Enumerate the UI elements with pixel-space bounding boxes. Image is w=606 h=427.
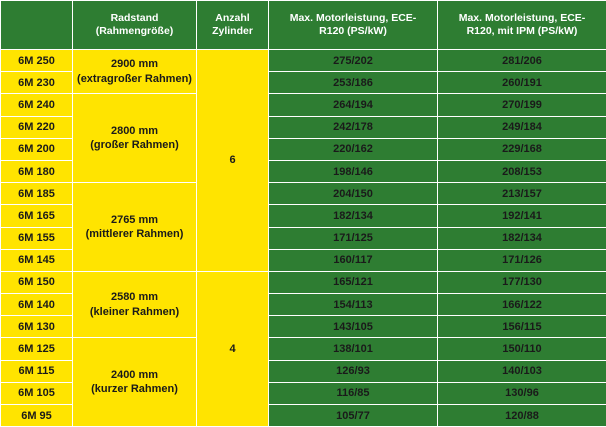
header-max-power-line1: Max. Motorleistung, ECE- <box>272 12 434 25</box>
power-cell: 171/125 <box>269 227 438 249</box>
power-ipm-cell: 166/122 <box>438 294 606 316</box>
power-ipm-cell: 140/103 <box>438 360 606 382</box>
model-cell: 6M 220 <box>1 116 73 138</box>
model-cell: 6M 185 <box>1 183 73 205</box>
power-ipm-cell: 156/115 <box>438 316 606 338</box>
power-cell: 275/202 <box>269 50 438 72</box>
wheelbase-group-cell <box>73 50 197 94</box>
table-row <box>1 183 606 205</box>
header-wheelbase-line2: (Rahmengröße) <box>76 25 193 38</box>
header-max-power <box>269 1 438 50</box>
power-ipm-cell: 208/153 <box>438 160 606 182</box>
model-cell: 6M 125 <box>1 338 73 360</box>
power-ipm-cell: 229/168 <box>438 138 606 160</box>
table-row <box>1 271 606 293</box>
power-cell: 138/101 <box>269 338 438 360</box>
wheelbase-frame-label: (extragroßer Rahmen) <box>73 72 196 86</box>
power-cell: 154/113 <box>269 294 438 316</box>
model-cell: 6M 95 <box>1 405 73 427</box>
power-cell: 160/117 <box>269 249 438 271</box>
power-cell: 204/150 <box>269 183 438 205</box>
power-cell: 242/178 <box>269 116 438 138</box>
wheelbase-group-cell <box>73 94 197 183</box>
power-cell: 116/85 <box>269 382 438 404</box>
table-header-row <box>1 1 606 50</box>
power-cell: 264/194 <box>269 94 438 116</box>
wheelbase-value: 2580 mm <box>73 290 196 304</box>
wheelbase-value: 2400 mm <box>73 368 196 382</box>
wheelbase-frame-label: (kurzer Rahmen) <box>73 382 196 396</box>
power-cell: 143/105 <box>269 316 438 338</box>
model-cell: 6M 150 <box>1 271 73 293</box>
wheelbase-group-cell <box>73 271 197 338</box>
wheelbase-value: 2800 mm <box>73 124 196 138</box>
model-cell: 6M 155 <box>1 227 73 249</box>
wheelbase-frame-label: (großer Rahmen) <box>73 138 196 152</box>
model-cell: 6M 140 <box>1 294 73 316</box>
header-max-power-ipm-line1: Max. Motorleistung, ECE- <box>441 12 603 25</box>
header-cylinders-line1: Anzahl <box>200 12 265 25</box>
table-row <box>1 94 606 116</box>
wheelbase-group-cell <box>73 338 197 427</box>
wheelbase-frame-label: (mittlerer Rahmen) <box>73 227 196 241</box>
power-cell: 165/121 <box>269 271 438 293</box>
header-wheelbase-line1: Radstand <box>76 12 193 25</box>
model-cell: 6M 180 <box>1 160 73 182</box>
model-cell: 6M 250 <box>1 50 73 72</box>
wheelbase-group-cell <box>73 183 197 272</box>
model-cell: 6M 165 <box>1 205 73 227</box>
wheelbase-value: 2900 mm <box>73 57 196 71</box>
power-cell: 105/77 <box>269 405 438 427</box>
model-cell: 6M 240 <box>1 94 73 116</box>
power-ipm-cell: 213/157 <box>438 183 606 205</box>
model-cell: 6M 200 <box>1 138 73 160</box>
power-ipm-cell: 281/206 <box>438 50 606 72</box>
table-row <box>1 338 606 360</box>
header-cylinders-line2: Zylinder <box>200 25 265 38</box>
power-cell: 253/186 <box>269 72 438 94</box>
wheelbase-frame-label: (kleiner Rahmen) <box>73 305 196 319</box>
header-max-power-ipm <box>438 1 606 50</box>
model-cell: 6M 130 <box>1 316 73 338</box>
power-ipm-cell: 182/134 <box>438 227 606 249</box>
power-ipm-cell: 130/96 <box>438 382 606 404</box>
table-row <box>1 50 606 72</box>
power-ipm-cell: 260/191 <box>438 72 606 94</box>
header-wheelbase <box>73 1 197 50</box>
power-ipm-cell: 192/141 <box>438 205 606 227</box>
power-ipm-cell: 270/199 <box>438 94 606 116</box>
model-cell: 6M 105 <box>1 382 73 404</box>
model-cell: 6M 115 <box>1 360 73 382</box>
cylinder-group-cell: 6 <box>197 50 269 272</box>
power-cell: 126/93 <box>269 360 438 382</box>
power-cell: 198/146 <box>269 160 438 182</box>
header-max-power-ipm-line2: R120, mit IPM (PS/kW) <box>441 25 603 38</box>
power-cell: 220/162 <box>269 138 438 160</box>
power-ipm-cell: 120/88 <box>438 405 606 427</box>
power-ipm-cell: 150/110 <box>438 338 606 360</box>
power-ipm-cell: 249/184 <box>438 116 606 138</box>
header-cylinders <box>197 1 269 50</box>
power-cell: 182/134 <box>269 205 438 227</box>
wheelbase-value: 2765 mm <box>73 213 196 227</box>
model-cell: 6M 230 <box>1 72 73 94</box>
power-ipm-cell: 171/126 <box>438 249 606 271</box>
header-max-power-line2: R120 (PS/kW) <box>272 25 434 38</box>
power-ipm-cell: 177/130 <box>438 271 606 293</box>
cylinder-group-cell: 4 <box>197 271 269 426</box>
header-model-blank <box>1 1 73 50</box>
model-cell: 6M 145 <box>1 249 73 271</box>
